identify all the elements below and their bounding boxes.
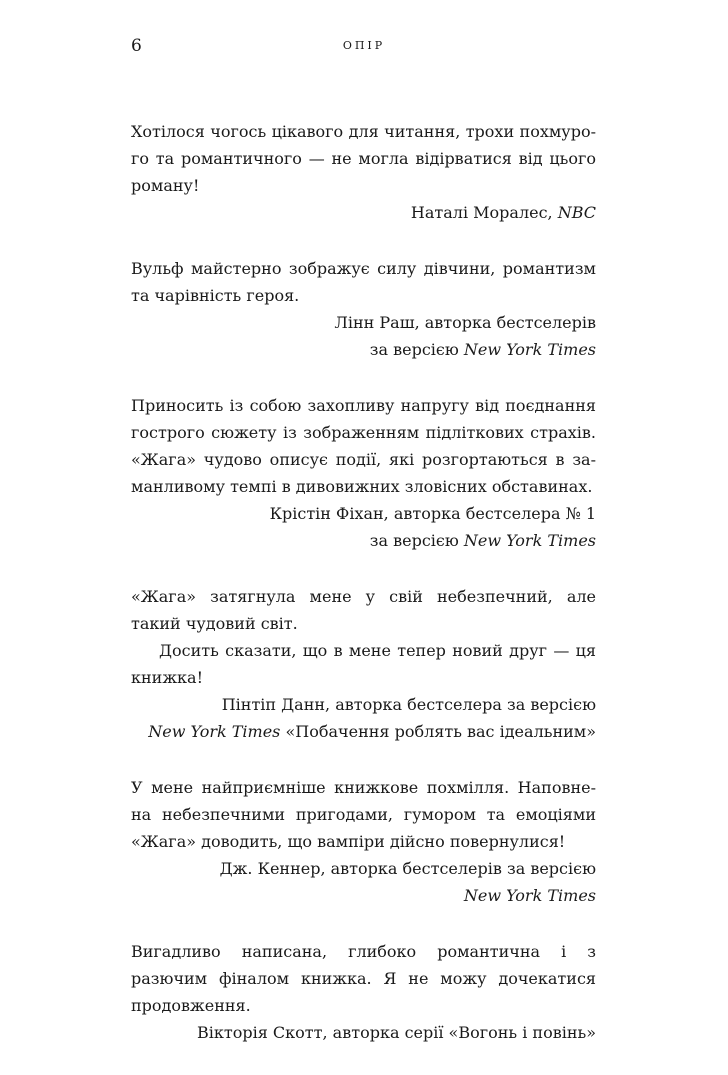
text-line: Хотілося чогось цікавого для читання, трохи похмуро- [131, 122, 596, 141]
review-1-attribution [131, 199, 596, 226]
text-line: «Жага» доводить, що вампіри дійсно повернулися! [131, 832, 566, 851]
reviews-section [131, 118, 596, 1075]
text-line: Досить сказати, що в мене тепер новий друг — ця [159, 641, 596, 660]
running-title: ОПІР [342, 39, 386, 52]
attribution-line: Дж. Кеннер, авторка бестселерів за версією [219, 859, 596, 878]
attribution-prefix: за версією [369, 340, 464, 359]
attribution-source: NBC [557, 203, 596, 222]
attribution-line: Вікторія Скотт, авторка серії «Вогонь і повінь» [197, 1023, 596, 1042]
text-line: «Жага» чудово описує події, які розгортаються в за- [131, 450, 596, 469]
text-line: Вигадливо написана, глибоко романтична і з разючим [131, 942, 596, 988]
page-number: 6 [131, 36, 142, 56]
review-3 [131, 392, 596, 554]
review-5 [131, 774, 596, 909]
review-5-attribution [131, 855, 596, 909]
attribution-source: New York Times [463, 886, 596, 905]
text-line: чудовий світ. [185, 614, 298, 633]
attribution-line: Лінн Раш, авторка бестселерів [334, 313, 596, 332]
review-4-text [131, 583, 596, 637]
review-2 [131, 255, 596, 363]
text-line: Приносить із собою захопливу напругу від поєднання [131, 396, 596, 415]
review-2-text [131, 255, 596, 309]
review-6-attribution [131, 1019, 596, 1046]
text-line: та чарівність героя. [131, 286, 300, 305]
text-line: роману! [131, 176, 200, 195]
attribution-suffix: «Побачення роблять вас ідеальним» [280, 722, 596, 741]
text-line: гострого сюжету із зображенням підліткових страхів. [131, 423, 596, 442]
text-line: У мене найприємніше книжкове похмілля. Наповне- [131, 778, 596, 797]
review-6-text [131, 938, 596, 1019]
text-line: на небезпечними пригодами, гумором та емоціями [131, 805, 596, 824]
text-line: Вульф майстерно зображує силу дівчини, романтизм [131, 259, 596, 278]
review-1 [131, 118, 596, 226]
review-1-text [131, 118, 596, 199]
review-5-text [131, 774, 596, 855]
review-4 [131, 583, 596, 745]
attribution-source: New York Times [148, 722, 281, 741]
attribution-name: Наталі Моралес, [410, 203, 558, 222]
review-4-text-continued [131, 637, 596, 691]
review-6 [131, 938, 596, 1046]
text-line: фіналом книжка. Я не можу дочекатися продовження. [131, 969, 596, 1015]
attribution-line: Крістін Фіхан, авторка бестселера № 1 [269, 504, 596, 523]
attribution-source: New York Times [463, 340, 596, 359]
attribution-source: New York Times [463, 531, 596, 550]
text-line: книжка! [131, 668, 204, 687]
review-3-attribution [131, 500, 596, 554]
text-line: манливому темпі в дивовижних зловісних обставинах. [131, 477, 593, 496]
page-header [131, 36, 597, 58]
text-line: го та романтичного — не могла відірватися від цього [131, 149, 596, 168]
review-3-text [131, 392, 596, 500]
attribution-prefix: за версією [369, 531, 464, 550]
attribution-line: Пінтіп Данн, авторка бестселера за версією [221, 695, 596, 714]
text-line: «Жага» затягнула мене у свій небезпечний, але такий [131, 587, 596, 633]
review-2-attribution [131, 309, 596, 363]
review-4-attribution [131, 691, 596, 745]
